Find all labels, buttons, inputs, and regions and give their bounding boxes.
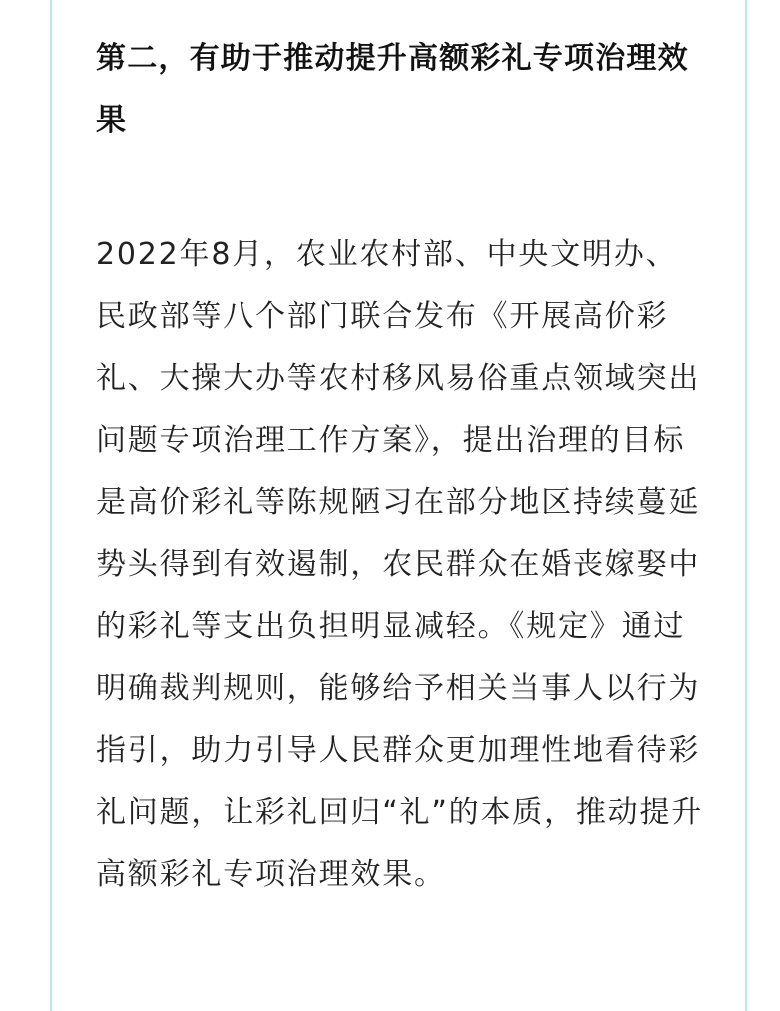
right-frame-line [745,0,747,1011]
section-heading: 第二，有助于推动提升高额彩礼专项治理效果 [96,41,689,138]
corner-fold-icon [754,993,776,1009]
left-frame-line [50,0,52,1011]
article-body [96,28,708,906]
body-paragraph: 2022年8月，农业农村部、中央文明办、民政部等八个部门联合发布《开展高价彩礼、大操大办等农村移风易俗重点领域突出问题专项治理工作方案》，提出治理的目标是高价彩礼等陈规陋习在部分地区持续蔓延势头得到有效遏制，农民群众在婚丧嫁娶中的彩礼等支出负担明显减轻。《规定》通过明确裁判规则，能够给予相关当事人以行为指引，助力引导人民群众更加理性地看待彩礼问题，让彩礼回归“礼”的本质，推动提升高额彩礼专项治理效果。 [96,237,704,892]
